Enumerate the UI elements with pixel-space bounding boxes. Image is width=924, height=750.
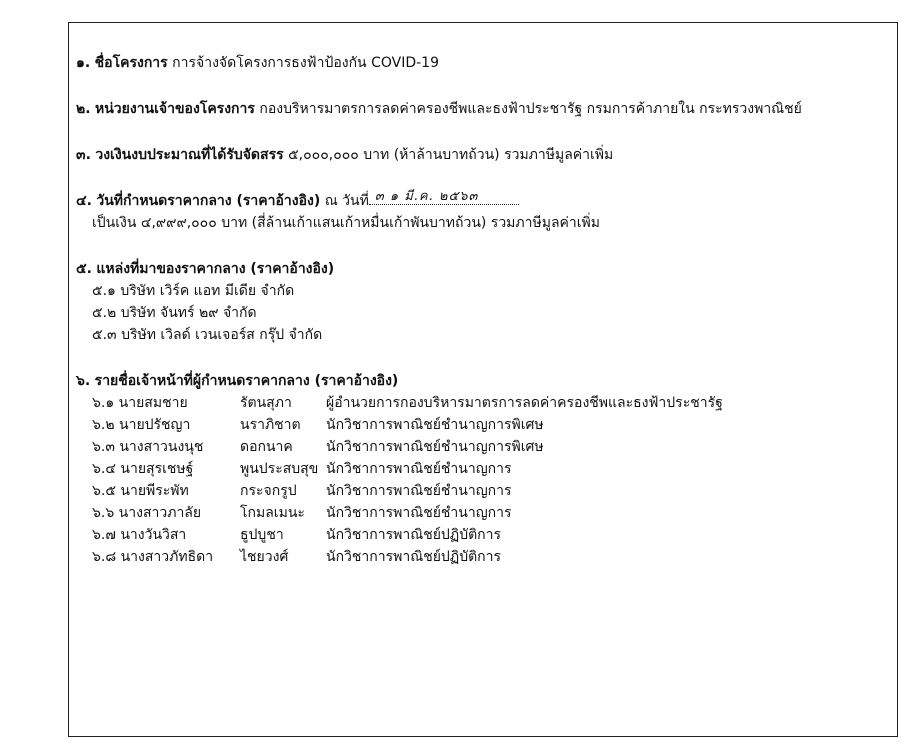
section-2-label: หน่วยงานเจ้าของโครงการ bbox=[95, 101, 255, 117]
section-1-label: ชื่อโครงการ bbox=[94, 55, 168, 71]
officials-list bbox=[76, 392, 891, 568]
official-surname: นราภิชาต bbox=[240, 417, 301, 433]
official-surname: ไชยวงศ์ bbox=[240, 549, 289, 565]
source-item: ๕.๑ บริษัท เวิร์ค แอท มีเดีย จำกัด bbox=[92, 283, 295, 299]
official-name: ๖.๑ นายสมชาย bbox=[92, 395, 188, 411]
section-2-number: ๒. bbox=[76, 101, 91, 117]
official-name: ๖.๕ นายพีระพัท bbox=[92, 483, 189, 499]
official-position: ผู้อำนวยการกองบริหารมาตรการลดค่าครองชีพและธงฟ้าประชารัฐ bbox=[326, 395, 723, 411]
section-4-amount: เป็นเงิน ๔,๙๙๙,๐๐๐ บาท (สี่ล้านเก้าแสนเก้าหมื่นเก้าพันบาทถ้วน) รวมภาษีมูลค่าเพิ่ม bbox=[92, 215, 601, 231]
official-name: ๖.๘ นางสาวภัทธิดา bbox=[92, 549, 214, 565]
section-4-date-prefix: ณ วันที่ bbox=[324, 193, 369, 209]
section-4-number: ๔. bbox=[76, 193, 92, 209]
official-position: นักวิชาการพาณิชย์ชำนาญการ bbox=[326, 461, 512, 477]
section-1-number: ๑. bbox=[76, 55, 91, 71]
official-name: ๖.๗ นางวันวิสา bbox=[92, 527, 187, 543]
section-project-owner bbox=[76, 98, 891, 120]
official-position: นักวิชาการพาณิชย์ชำนาญการพิเศษ bbox=[326, 439, 544, 455]
official-surname: ดอกนาค bbox=[240, 439, 293, 455]
document-body bbox=[76, 52, 891, 568]
source-item: ๕.๒ บริษัท จันทร์ ๒๙ จำกัด bbox=[92, 305, 257, 321]
date-fill-line bbox=[369, 190, 519, 205]
section-officials bbox=[76, 370, 891, 392]
section-project-name bbox=[76, 52, 891, 74]
official-position: นักวิชาการพาณิชย์ปฏิบัติการ bbox=[326, 549, 502, 565]
official-position: นักวิชาการพาณิชย์ปฏิบัติการ bbox=[326, 527, 502, 543]
section-4-label: วันที่กำหนดราคากลาง (ราคาอ้างอิง) bbox=[96, 193, 321, 209]
handwritten-date: ๓ ๑ มี.ค. ๒๕๖๓ bbox=[374, 189, 479, 204]
official-name: ๖.๖ นางสาวภาลัย bbox=[92, 505, 202, 521]
official-position: นักวิชาการพาณิชย์ชำนาญการ bbox=[326, 505, 512, 521]
section-1-value: การจ้างจัดโครงการธงฟ้าป้องกัน COVID-19 bbox=[172, 55, 439, 71]
section-3-label: วงเงินงบประมาณที่ได้รับจัดสรร bbox=[95, 147, 284, 163]
official-surname: พูนประสบสุข bbox=[240, 461, 319, 477]
official-name: ๖.๒ นายปรัชญา bbox=[92, 417, 191, 433]
section-6-label: รายชื่อเจ้าหน้าที่ผู้กำหนดราคากลาง (ราคาอ้างอิง) bbox=[94, 373, 399, 389]
section-price-source bbox=[76, 258, 891, 280]
section-3-number: ๓. bbox=[76, 147, 91, 163]
source-item: ๕.๓ บริษัท เวิลด์ เวนเจอร์ส กรุ๊ป จำกัด bbox=[92, 327, 323, 343]
section-2-value: กองบริหารมาตรการลดค่าครองชีพและธงฟ้าประชารัฐ กรมการค้าภายใน กระทรวงพาณิชย์ bbox=[259, 101, 802, 117]
section-3-value: ๕,๐๐๐,๐๐๐ บาท (ห้าล้านบาทถ้วน) รวมภาษีมูลค่าเพิ่ม bbox=[288, 147, 614, 163]
section-5-number: ๕. bbox=[76, 261, 92, 277]
official-surname: รัตนสุภา bbox=[240, 395, 292, 411]
official-name: ๖.๓ นางสาวนงนุช bbox=[92, 439, 204, 455]
section-budget bbox=[76, 144, 891, 166]
official-surname: ธูปบูชา bbox=[240, 527, 284, 543]
section-reference-date bbox=[76, 190, 891, 212]
section-6-number: ๖. bbox=[76, 373, 91, 389]
official-surname: โกมลเมนะ bbox=[240, 505, 305, 521]
section-5-label: แหล่งที่มาของราคากลาง (ราคาอ้างอิง) bbox=[96, 261, 335, 277]
official-surname: กระจกรูป bbox=[240, 483, 297, 499]
official-position: นักวิชาการพาณิชย์ชำนาญการพิเศษ bbox=[326, 417, 544, 433]
official-position: นักวิชาการพาณิชย์ชำนาญการ bbox=[326, 483, 512, 499]
official-name: ๖.๔ นายสุรเชษฐ์ bbox=[92, 461, 194, 477]
